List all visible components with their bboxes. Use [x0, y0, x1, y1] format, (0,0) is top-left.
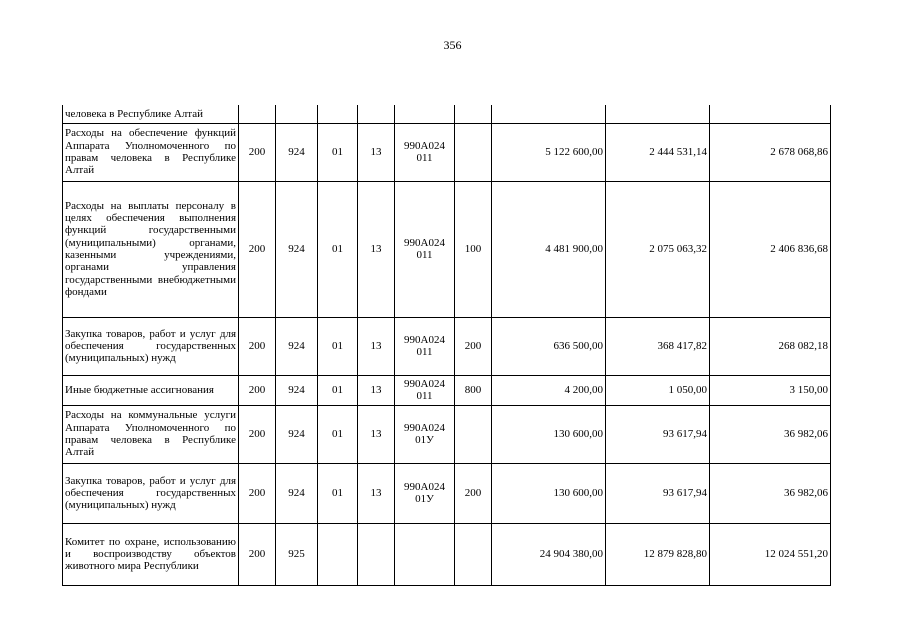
- code-b: 924: [276, 375, 318, 405]
- code-a: 200: [239, 405, 276, 463]
- table-row: [63, 523, 831, 585]
- table-row: [63, 405, 831, 463]
- code-c: [318, 105, 358, 123]
- code-d: 13: [358, 463, 395, 523]
- code-e: 990А024 01У: [395, 463, 455, 523]
- code-c: 01: [318, 463, 358, 523]
- code-d: 13: [358, 405, 395, 463]
- amount-i: 2 678 068,86: [710, 123, 831, 181]
- table-row: [63, 317, 831, 375]
- code-f: 800: [455, 375, 492, 405]
- expense-name: Закупка товаров, работ и услуг для обеспечения государственных (муниципальных) нужд: [63, 317, 239, 375]
- code-c: 01: [318, 405, 358, 463]
- code-f: [455, 523, 492, 585]
- amount-h: 93 617,94: [606, 405, 710, 463]
- amount-g: [492, 105, 606, 123]
- code-d: 13: [358, 375, 395, 405]
- page-number: 356: [443, 38, 462, 52]
- code-d: 13: [358, 123, 395, 181]
- amount-g: 24 904 380,00: [492, 523, 606, 585]
- code-b: [276, 105, 318, 123]
- expense-name: Иные бюджетные ассигнования: [63, 375, 239, 405]
- code-a: 200: [239, 181, 276, 317]
- code-f: 100: [455, 181, 492, 317]
- code-e: 990А024 011: [395, 317, 455, 375]
- amount-i: 3 150,00: [710, 375, 831, 405]
- code-f: 200: [455, 317, 492, 375]
- table-row: [63, 181, 831, 317]
- amount-g: 5 122 600,00: [492, 123, 606, 181]
- amount-i: 268 082,18: [710, 317, 831, 375]
- amount-g: 130 600,00: [492, 463, 606, 523]
- code-d: [358, 523, 395, 585]
- code-d: 13: [358, 181, 395, 317]
- code-e: 990А024 01У: [395, 405, 455, 463]
- amount-h: 2 075 063,32: [606, 181, 710, 317]
- amount-i: [710, 105, 831, 123]
- table-row: [63, 123, 831, 181]
- code-b: 924: [276, 317, 318, 375]
- code-e: [395, 523, 455, 585]
- code-d: [358, 105, 395, 123]
- code-f: [455, 405, 492, 463]
- expense-name: Расходы на обеспечение функций Аппарата Уполномоченного по правам человека в Республике Алтай: [63, 123, 239, 181]
- table-row: [63, 105, 831, 123]
- amount-i: 36 982,06: [710, 463, 831, 523]
- table-row: [63, 463, 831, 523]
- amount-h: 12 879 828,80: [606, 523, 710, 585]
- amount-g: 130 600,00: [492, 405, 606, 463]
- code-e: 990А024 011: [395, 181, 455, 317]
- expense-name: Расходы на выплаты персоналу в целях обеспечения выполнения функций государственными (муниципальными) органами, казенными учреждениями, органами управления государственными внебюджетными фондами: [63, 181, 239, 317]
- code-b: 924: [276, 405, 318, 463]
- expense-name: Расходы на коммунальные услуги Аппарата Уполномоченного по правам человека в Республике Алтай: [63, 405, 239, 463]
- code-c: 01: [318, 123, 358, 181]
- code-a: [239, 105, 276, 123]
- expense-name: человека в Республике Алтай: [63, 105, 239, 123]
- expense-name: Закупка товаров, работ и услуг для обеспечения государственных (муниципальных) нужд: [63, 463, 239, 523]
- amount-i: 12 024 551,20: [710, 523, 831, 585]
- amount-h: [606, 105, 710, 123]
- code-b: 924: [276, 123, 318, 181]
- code-d: 13: [358, 317, 395, 375]
- amount-i: 36 982,06: [710, 405, 831, 463]
- amount-i: 2 406 836,68: [710, 181, 831, 317]
- amount-g: 4 481 900,00: [492, 181, 606, 317]
- table-row: [63, 375, 831, 405]
- code-a: 200: [239, 317, 276, 375]
- amount-h: 2 444 531,14: [606, 123, 710, 181]
- code-c: 01: [318, 317, 358, 375]
- amount-h: 1 050,00: [606, 375, 710, 405]
- code-a: 200: [239, 123, 276, 181]
- code-c: 01: [318, 375, 358, 405]
- code-e: 990А024 011: [395, 375, 455, 405]
- code-e: [395, 105, 455, 123]
- code-f: [455, 105, 492, 123]
- code-c: [318, 523, 358, 585]
- code-a: 200: [239, 523, 276, 585]
- budget-table: [62, 105, 831, 586]
- amount-g: 636 500,00: [492, 317, 606, 375]
- code-f: [455, 123, 492, 181]
- expense-name: Комитет по охране, использованию и воспроизводству объектов животного мира Республики: [63, 523, 239, 585]
- code-b: 924: [276, 463, 318, 523]
- code-a: 200: [239, 375, 276, 405]
- amount-h: 368 417,82: [606, 317, 710, 375]
- code-a: 200: [239, 463, 276, 523]
- code-e: 990А024 011: [395, 123, 455, 181]
- amount-g: 4 200,00: [492, 375, 606, 405]
- code-b: 924: [276, 181, 318, 317]
- code-b: 925: [276, 523, 318, 585]
- amount-h: 93 617,94: [606, 463, 710, 523]
- code-f: 200: [455, 463, 492, 523]
- code-c: 01: [318, 181, 358, 317]
